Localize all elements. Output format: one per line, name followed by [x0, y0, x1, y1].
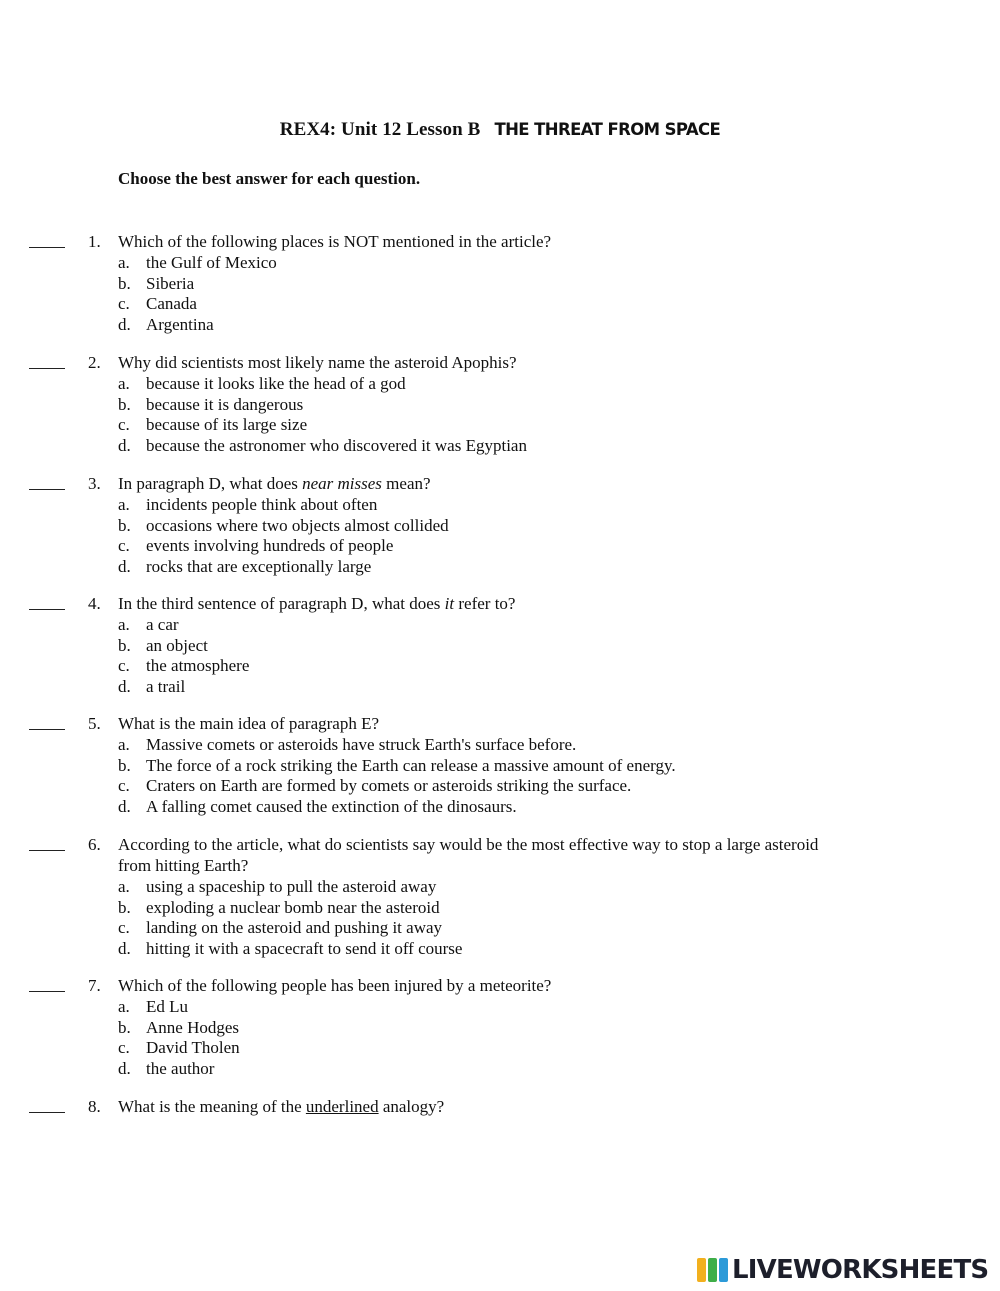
option-letter: c. — [118, 294, 130, 314]
option-text: Anne Hodges — [146, 1017, 240, 1037]
option-letter: c. — [118, 656, 130, 676]
option-text: a trail — [146, 677, 186, 697]
question-text-line: from hitting Earth? — [118, 855, 249, 875]
answer-blank[interactable] — [29, 1100, 65, 1113]
question-text-part: In paragraph D, what does — [118, 474, 303, 493]
question-text: What is the main idea of paragraph E? — [118, 714, 380, 733]
option — [118, 615, 878, 636]
option-text: Canada — [146, 294, 197, 314]
option-text: Craters on Earth are formed by comets or asteroids striking the surface. — [146, 776, 632, 796]
option-text: the author — [146, 1059, 215, 1079]
option-letter: a. — [118, 997, 130, 1016]
option-text: David Tholen — [146, 1038, 240, 1058]
option-letter: a. — [118, 374, 130, 393]
instructions: Choose the best answer for each question. — [118, 169, 421, 188]
option — [118, 274, 878, 295]
question-number: 4. — [88, 594, 101, 613]
option — [118, 918, 878, 939]
answer-blank[interactable] — [29, 717, 65, 730]
option-letter: c. — [118, 415, 130, 435]
option — [118, 735, 878, 756]
title-main: REX4: Unit 12 Lesson B — [279, 119, 481, 140]
option — [118, 436, 878, 457]
option-text: rocks that are exceptionally large — [146, 557, 372, 577]
answer-blank[interactable] — [29, 979, 65, 992]
option-letter: a. — [118, 615, 130, 634]
option-letter: d. — [118, 677, 131, 697]
option-letter: b. — [118, 1017, 131, 1037]
option-text: Massive comets or asteroids have struck Earth's surface before. — [146, 735, 577, 754]
options-list — [118, 253, 878, 336]
title-sub: THE THREAT FROM SPACE — [494, 120, 721, 139]
option — [118, 1038, 878, 1059]
options-list — [118, 877, 878, 960]
options-list — [118, 374, 878, 457]
option-letter: c. — [118, 536, 130, 556]
options-list — [118, 615, 878, 698]
question-text-part: What is the meaning of the — [118, 1097, 306, 1116]
option-letter: b. — [118, 897, 131, 917]
question-text: Why did scientists most likely name the asteroid Apophis? — [118, 353, 517, 372]
option-text: because it is dangerous — [146, 394, 304, 414]
option-text: an object — [146, 635, 208, 655]
option-letter: c. — [118, 776, 130, 796]
option-letter: d. — [118, 557, 131, 577]
option — [118, 516, 878, 537]
question-text — [118, 1097, 878, 1118]
option — [118, 656, 878, 677]
option-text: incidents people think about often — [146, 495, 378, 514]
option — [118, 294, 878, 315]
option-text: A falling comet caused the extinction of the dinosaurs. — [146, 797, 517, 817]
question-text — [118, 835, 878, 876]
answer-blank[interactable] — [29, 838, 65, 851]
question-number: 6. — [88, 835, 101, 854]
question-number: 1. — [88, 232, 101, 251]
option — [118, 997, 878, 1018]
option-letter: d. — [118, 797, 131, 817]
question-number: 5. — [88, 714, 101, 733]
option — [118, 939, 878, 960]
option-text: because it looks like the head of a god — [146, 374, 406, 393]
option-letter: b. — [118, 755, 131, 775]
answer-blank[interactable] — [29, 597, 65, 610]
logo-bar-yellow — [697, 1258, 706, 1282]
question-number: 8. — [88, 1097, 101, 1116]
option — [118, 536, 878, 557]
question-text-emphasis: it — [444, 594, 455, 613]
answer-blank[interactable] — [29, 235, 65, 248]
option-letter: d. — [118, 1059, 131, 1079]
option — [118, 797, 878, 818]
option — [118, 1018, 878, 1039]
option-text: using a spaceship to pull the asteroid away — [146, 877, 437, 896]
question-text: Which of the following places is NOT mentioned in the article? — [118, 232, 552, 251]
option — [118, 495, 878, 516]
question-number: 2. — [88, 353, 101, 372]
option — [118, 877, 878, 898]
option-letter: d. — [118, 939, 131, 959]
option-letter: d. — [118, 315, 131, 335]
option-text: landing on the asteroid and pushing it away — [146, 918, 443, 938]
option — [118, 415, 878, 436]
option-letter: b. — [118, 515, 131, 535]
options-list — [118, 997, 878, 1080]
option-letter: c. — [118, 918, 130, 938]
option — [118, 253, 878, 274]
question-text-line: According to the article, what do scientists say would be the most effective way to stop a large asteroid — [118, 835, 819, 854]
answer-blank[interactable] — [29, 356, 65, 369]
option-letter: c. — [118, 1038, 130, 1058]
question-text-emphasis: near misses — [302, 474, 382, 493]
question-text-part: analogy? — [378, 1097, 445, 1116]
option-text: Ed Lu — [146, 997, 189, 1016]
question-number: 3. — [88, 474, 101, 493]
option — [118, 898, 878, 919]
question-text — [118, 474, 878, 495]
option-text: because of its large size — [146, 415, 308, 435]
option — [118, 395, 878, 416]
options-list — [118, 495, 878, 578]
option-text: the Gulf of Mexico — [146, 253, 277, 272]
option-letter: a. — [118, 735, 130, 754]
option — [118, 636, 878, 657]
question-text: Which of the following people has been injured by a meteorite? — [118, 976, 552, 995]
option-letter: b. — [118, 635, 131, 655]
answer-blank[interactable] — [29, 477, 65, 490]
worksheet-title — [0, 119, 1000, 141]
option-letter: b. — [118, 273, 131, 293]
option — [118, 557, 878, 578]
option — [118, 374, 878, 395]
option-text: The force of a rock striking the Earth can release a massive amount of energy. — [146, 755, 676, 775]
option-letter: a. — [118, 495, 130, 514]
question-number: 7. — [88, 976, 101, 995]
question-text — [118, 594, 878, 615]
option-text: Argentina — [146, 315, 214, 335]
question-text-part: mean? — [381, 474, 431, 493]
option-text: exploding a nuclear bomb near the asteroid — [146, 897, 440, 917]
option — [118, 315, 878, 336]
option-letter: d. — [118, 436, 131, 456]
question-text-part: refer to? — [454, 594, 516, 613]
option-text: Siberia — [146, 273, 195, 293]
option — [118, 1059, 878, 1080]
option-text: events involving hundreds of people — [146, 536, 394, 556]
option-letter: a. — [118, 253, 130, 272]
liveworksheets-logo — [697, 1255, 988, 1285]
logo-bar-blue — [719, 1258, 728, 1282]
question-text-part: In the third sentence of paragraph D, what does — [118, 594, 445, 613]
option-text: hitting it with a spacecraft to send it off course — [146, 939, 463, 959]
option — [118, 677, 878, 698]
option-text: a car — [146, 615, 179, 634]
option-text: occasions where two objects almost collided — [146, 515, 449, 535]
option-letter: a. — [118, 877, 130, 896]
question-text-underlined: underlined — [305, 1097, 379, 1116]
option — [118, 756, 878, 777]
options-list — [118, 735, 878, 818]
logo-bar-green — [708, 1258, 717, 1282]
logo-icon — [697, 1258, 728, 1282]
option-letter: b. — [118, 394, 131, 414]
option-text: the atmosphere — [146, 656, 250, 676]
option — [118, 776, 878, 797]
logo-text: LIVEWORKSHEETS — [732, 1255, 989, 1285]
option-text: because the astronomer who discovered it was Egyptian — [146, 436, 527, 456]
